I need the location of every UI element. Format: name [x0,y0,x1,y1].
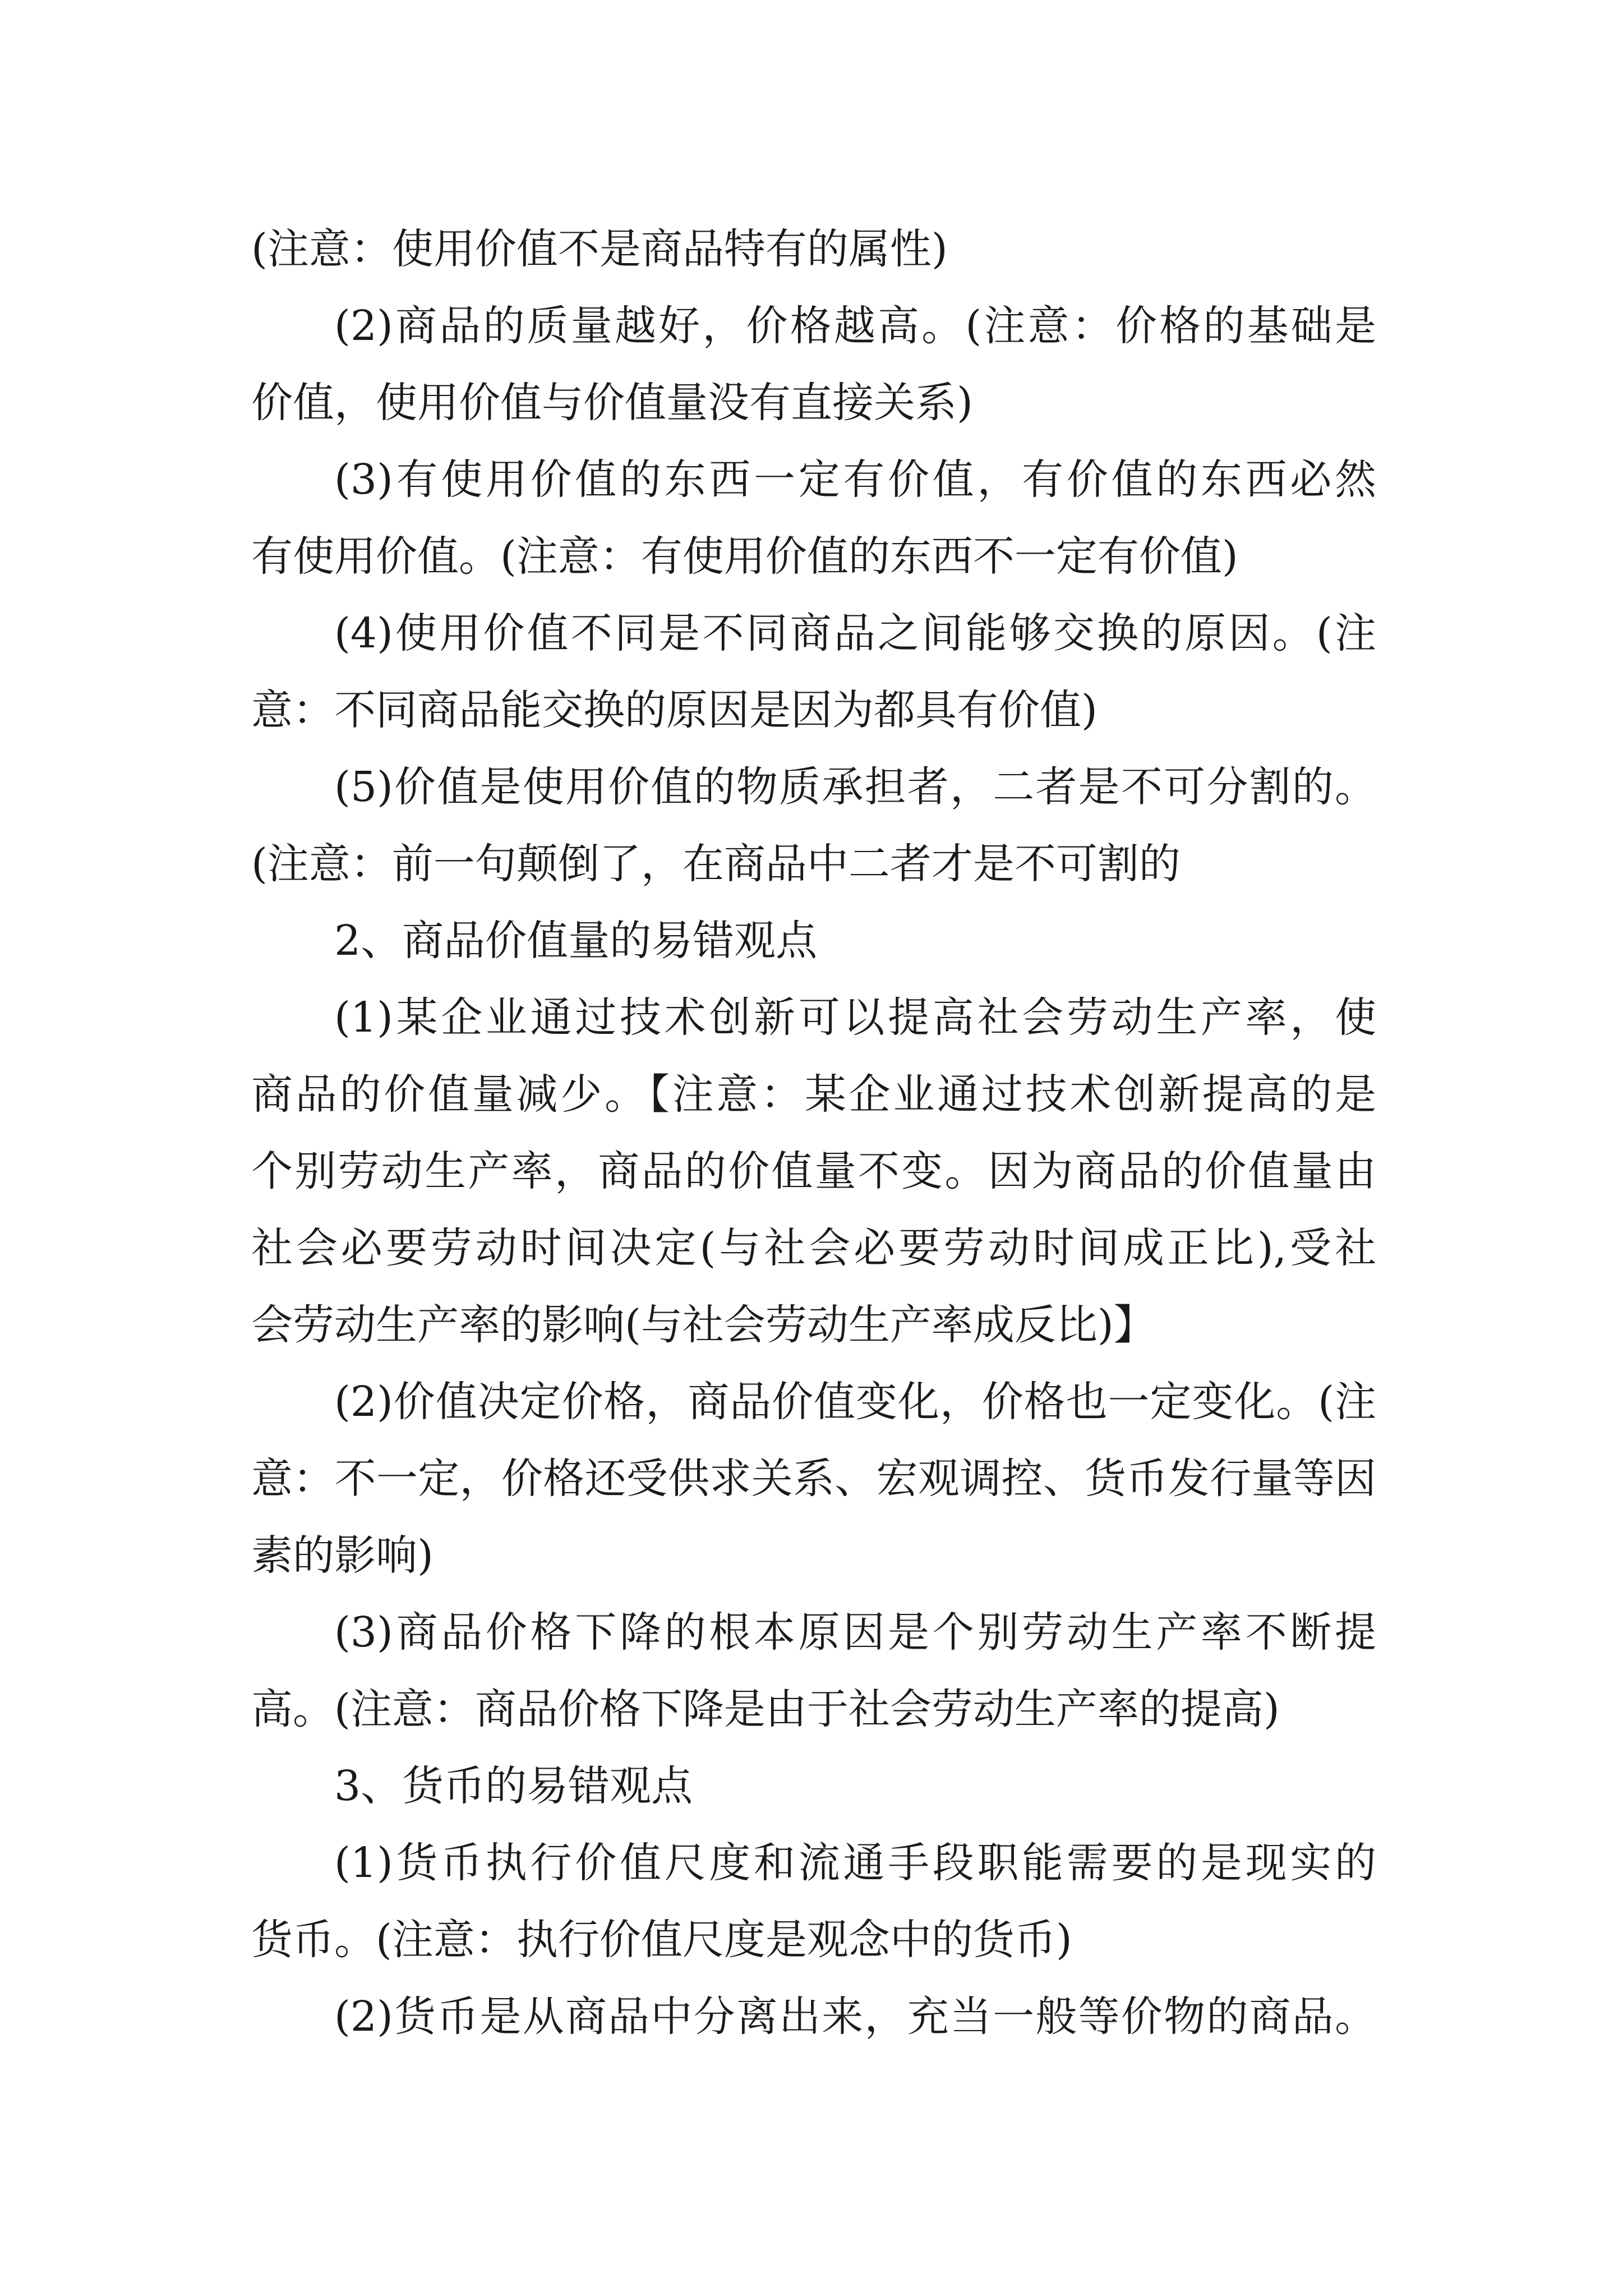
text-line: (1)货币执行价值尺度和流通手段职能需要的是现实的 [334,1839,1376,1887]
text-line: 3、货币的易错观点 [334,1762,693,1810]
text-line: (1)某企业通过技术创新可以提高社会劳动生产率，使 [334,993,1376,1042]
text-line: (3)商品价格下降的根本原因是个别劳动生产率不断提 [334,1608,1376,1657]
text-line: 高。(注意：商品价格下降是由于社会劳动生产率的提高) [251,1685,1280,1733]
text-line: (5)价值是使用价值的物质承担者，二者是不可分割的。 [334,763,1376,811]
text-line: 会劳动生产率的影响(与社会劳动生产率成反比)】 [251,1301,1155,1349]
text-line: (2)货币是从商品中分离出来，充当一般等价物的商品。 [334,1993,1376,2041]
text-line: 2、商品价值量的易错观点 [334,917,818,965]
text-line: (3)有使用价值的东西一定有价值，有价值的东西必然 [334,455,1376,504]
text-line: (注意：使用价值不是商品特有的属性) [251,225,948,273]
text-line: 价值，使用价值与价值量没有直接关系) [251,379,973,427]
text-line: 意：不一定，价格还受供求关系、宏观调控、货币发行量等因 [251,1455,1376,1503]
text-line: 商品的价值量减少。【注意：某企业通过技术创新提高的是 [251,1070,1376,1119]
text-line: 素的影响) [251,1531,434,1580]
text-line: (2)价值决定价格，商品价值变化，价格也一定变化。(注 [334,1378,1376,1426]
text-line: 有使用价值。(注意：有使用价值的东西不一定有价值) [251,532,1238,581]
text-line: 货币。(注意：执行价值尺度是观念中的货币) [251,1916,1072,1964]
text-line: (2)商品的质量越好，价格越高。(注意：价格的基础是 [334,302,1376,350]
document-page [251,211,1376,2055]
text-line: 社会必要劳动时间决定(与社会必要劳动时间成正比),受社 [251,1224,1376,1272]
text-line: (4)使用价值不同是不同商品之间能够交换的原因。(注 [334,609,1376,657]
text-line: 意：不同商品能交换的原因是因为都具有价值) [251,686,1098,734]
text-line: (注意：前一句颠倒了，在商品中二者才是不可割的 [251,840,1181,888]
text-line: 个别劳动生产率，商品的价值量不变。因为商品的价值量由 [251,1147,1376,1195]
